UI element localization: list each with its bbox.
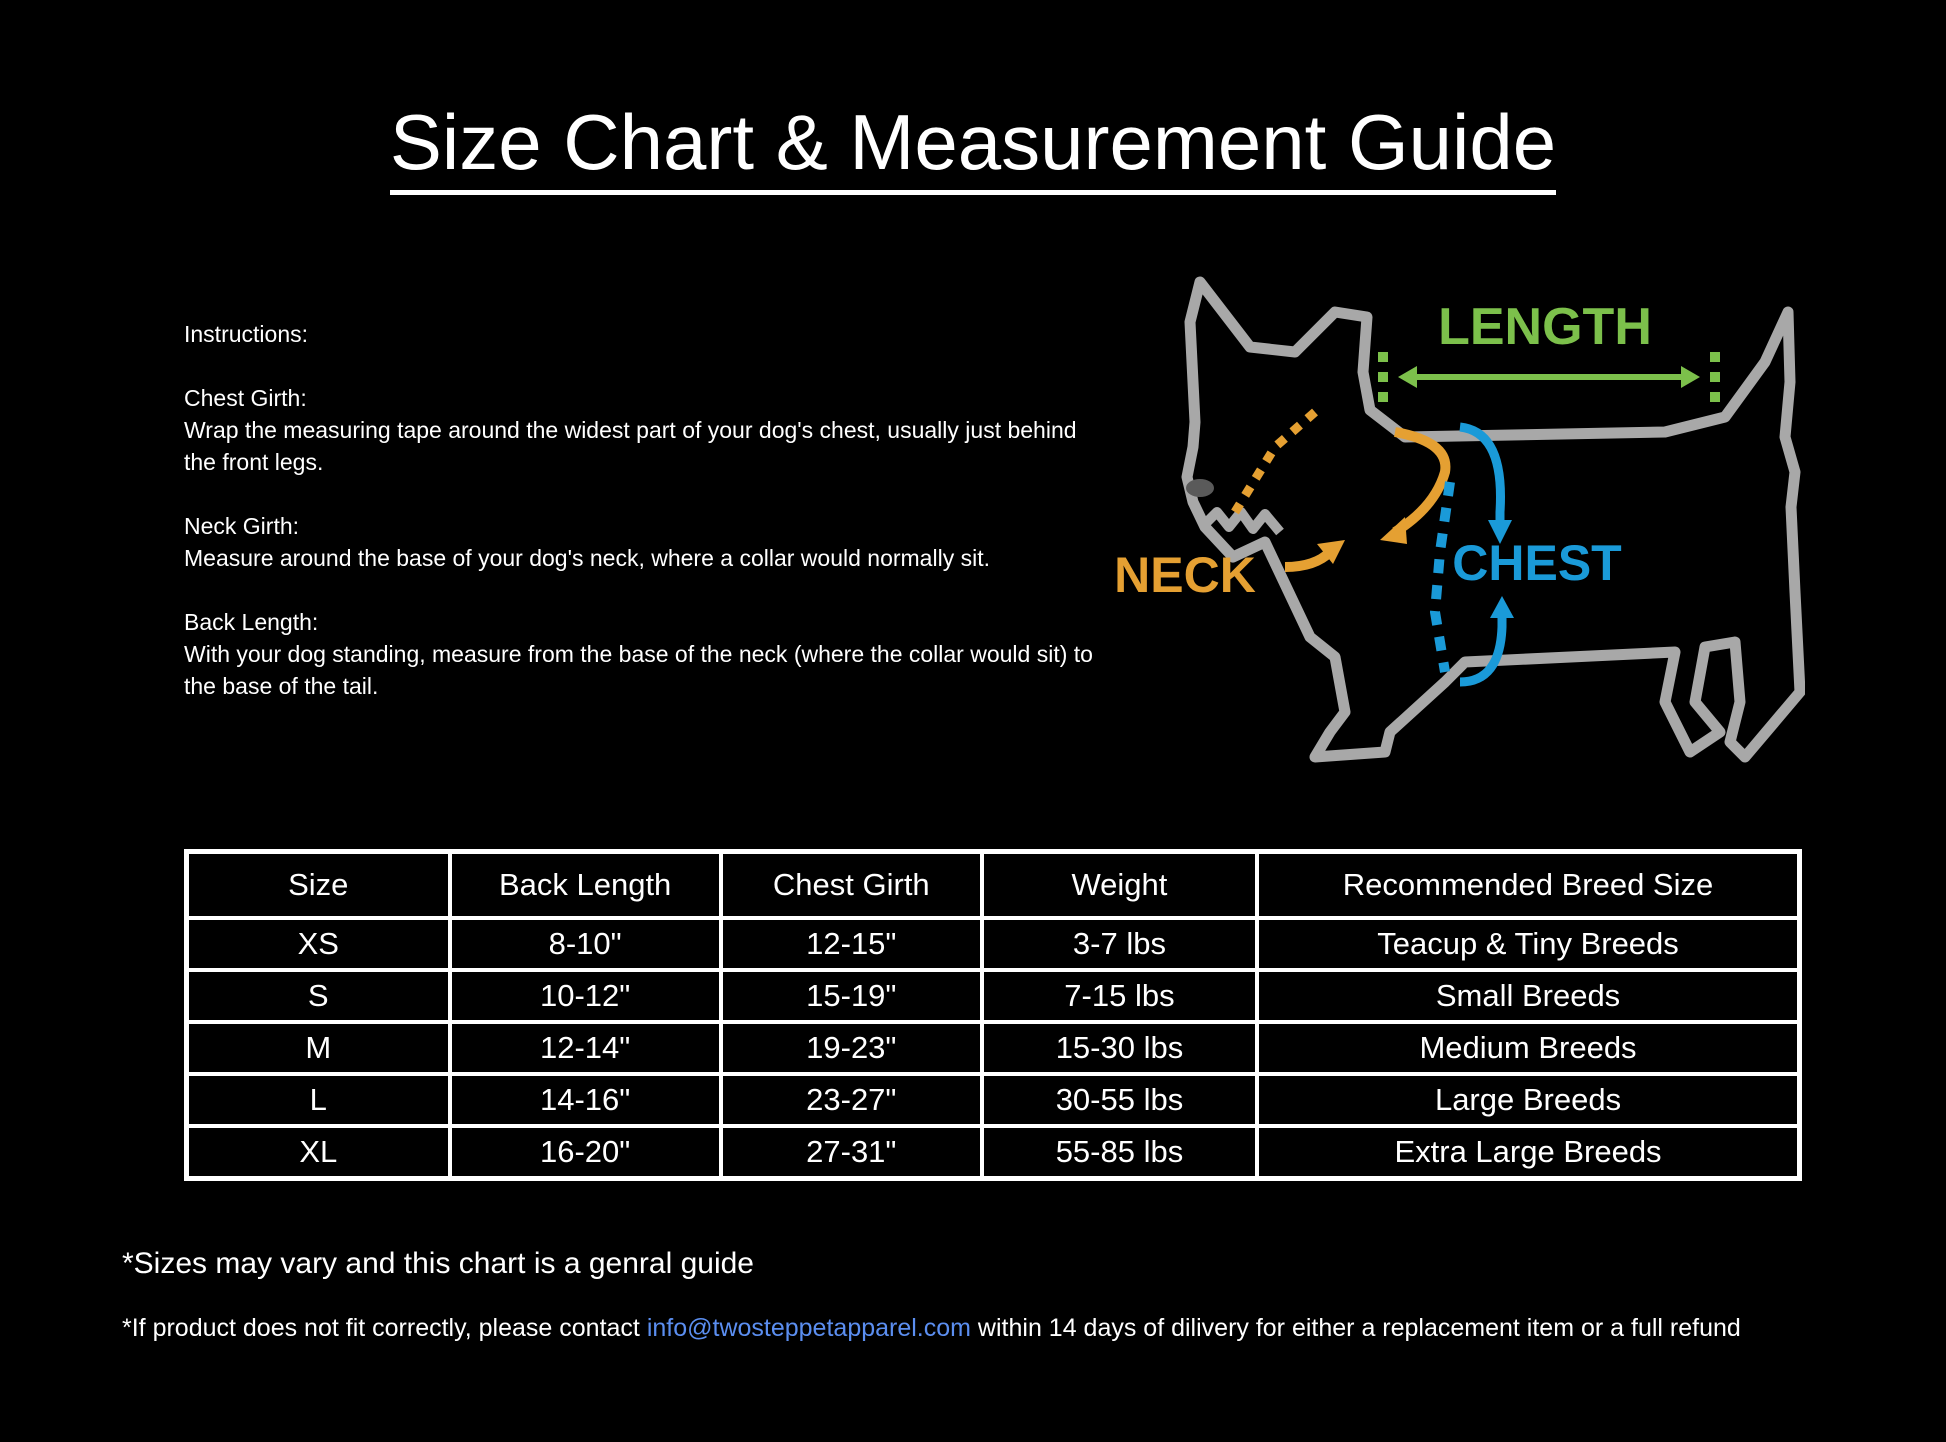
- header-breed-size: Recommended Breed Size: [1257, 852, 1799, 919]
- cell-breed-size: Medium Breeds: [1257, 1022, 1799, 1074]
- cell-back-length: 10-12": [450, 970, 721, 1022]
- cell-size: M: [187, 1022, 450, 1074]
- chest-girth-instruction: [184, 382, 1104, 478]
- back-length-label: Back Length:: [184, 609, 319, 635]
- instructions-heading: Instructions:: [184, 321, 308, 347]
- neck-girth-instruction: [184, 510, 1104, 574]
- table-row: [187, 970, 1800, 1022]
- page-title: [0, 96, 1946, 195]
- table-row: [187, 1022, 1800, 1074]
- cell-chest-girth: 19-23": [721, 1022, 982, 1074]
- dog-measurement-diagram: [1105, 262, 1805, 772]
- instructions: [184, 318, 1104, 734]
- back-length-instruction: [184, 606, 1104, 702]
- contact-email-link[interactable]: info@twosteppetapparel.com: [646, 1314, 971, 1342]
- cell-size: XL: [187, 1126, 450, 1179]
- dog-nose-icon: [1186, 479, 1214, 497]
- cell-back-length: 16-20": [450, 1126, 721, 1179]
- page-title-text: Size Chart & Measurement Guide: [390, 96, 1556, 195]
- cell-breed-size: Small Breeds: [1257, 970, 1799, 1022]
- cell-size: L: [187, 1074, 450, 1126]
- contact-prefix: *If product does not fit correctly, please contact: [122, 1314, 647, 1342]
- table-row: [187, 918, 1800, 970]
- cell-chest-girth: 15-19": [721, 970, 982, 1022]
- cell-chest-girth: 27-31": [721, 1126, 982, 1179]
- table-row: [187, 1126, 1800, 1179]
- length-marker: [1383, 352, 1715, 412]
- header-back-length: Back Length: [450, 852, 721, 919]
- cell-weight: 3-7 lbs: [982, 918, 1257, 970]
- size-table: [184, 849, 1802, 1181]
- cell-breed-size: Teacup & Tiny Breeds: [1257, 918, 1799, 970]
- cell-chest-girth: 12-15": [721, 918, 982, 970]
- neck-girth-text: Measure around the base of your dog's neck, where a collar would normally sit.: [184, 545, 990, 571]
- contact-suffix: within 14 days of dilivery for either a replacement item or a full refund: [970, 1314, 1741, 1342]
- header-size: Size: [187, 852, 450, 919]
- table-row: [187, 1074, 1800, 1126]
- cell-size: XS: [187, 918, 450, 970]
- cell-size: S: [187, 970, 450, 1022]
- header-weight: Weight: [982, 852, 1257, 919]
- header-chest-girth: Chest Girth: [721, 852, 982, 919]
- cell-weight: 30-55 lbs: [982, 1074, 1257, 1126]
- cell-chest-girth: 23-27": [721, 1074, 982, 1126]
- neck-girth-label: Neck Girth:: [184, 513, 300, 539]
- size-disclaimer: *Sizes may vary and this chart is a genral guide: [122, 1247, 754, 1280]
- back-length-text: With your dog standing, measure from the base of the neck (where the collar would sit) to the base of the tail.: [184, 641, 1093, 699]
- cell-back-length: 12-14": [450, 1022, 721, 1074]
- dog-beard: [1205, 512, 1280, 532]
- contact-note: [122, 1312, 1741, 1344]
- neck-label: NECK: [1114, 547, 1256, 603]
- cell-breed-size: Extra Large Breeds: [1257, 1126, 1799, 1179]
- chest-label: CHEST: [1452, 535, 1622, 591]
- chest-girth-text: Wrap the measuring tape around the widest part of your dog's chest, usually just behind the front legs.: [184, 417, 1077, 475]
- length-label: LENGTH: [1438, 298, 1652, 356]
- cell-weight: 55-85 lbs: [982, 1126, 1257, 1179]
- cell-weight: 7-15 lbs: [982, 970, 1257, 1022]
- cell-back-length: 8-10": [450, 918, 721, 970]
- chest-girth-label: Chest Girth:: [184, 385, 307, 411]
- cell-back-length: 14-16": [450, 1074, 721, 1126]
- cell-weight: 15-30 lbs: [982, 1022, 1257, 1074]
- table-header-row: [187, 852, 1800, 919]
- cell-breed-size: Large Breeds: [1257, 1074, 1799, 1126]
